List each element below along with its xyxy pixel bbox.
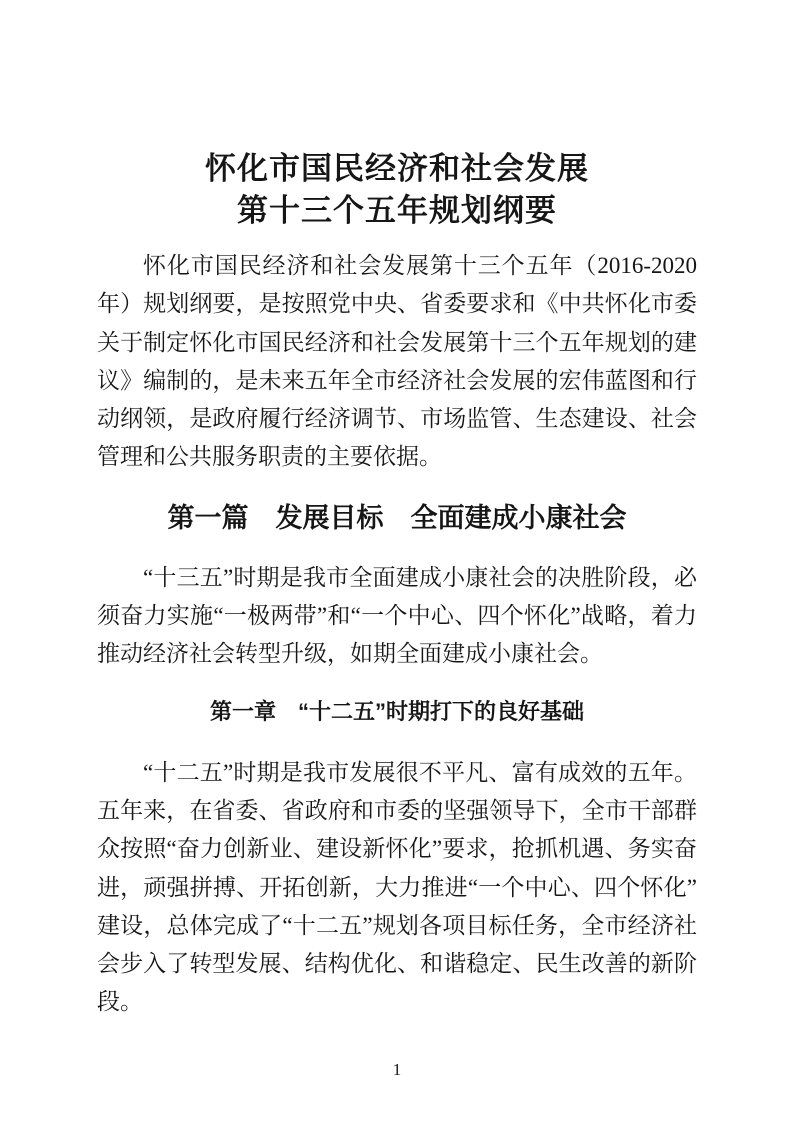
chapter-paragraph: “十二五”时期是我市发展很不平凡、富有成效的五年。五年来，在省委、省政府和市委的坚强领导下，全市干部群众按照“奋力创新业、建设新怀化”要求，抢抓机遇、务实奋进，顽强拼搏、开拓创新，大力推进“一个中心、四个怀化”建设，总体完成了“十二五”规划各项目标任务，全市经济社会步入了转型发展、结构优化、和谐稳定、民生改善的新阶段。 bbox=[97, 759, 697, 1015]
intro-paragraph: 怀化市国民经济和社会发展第十三个五年（2016-2020 年）规划纲要，是按照党中央、省委要求和《中共怀化市委关于制定怀化市国民经济和社会发展第十三个五年规划的建议》编制的，是未来五年全市经济社会发展的宏伟蓝图和行动纲领，是政府履行经济调节、市场监管、生态建设、社会管理和公共服务职责的主要依据。 bbox=[97, 253, 697, 470]
document-title-line1: 怀化市国民经济和社会发展 bbox=[205, 151, 589, 186]
chapter-heading: 第一章 “十二五”时期打下的良好基础 bbox=[209, 698, 584, 724]
part-paragraph: “十三五”时期是我市全面建成小康社会的决胜阶段，必须奋力实施“一极两带”和“一个中心、四个怀化”战略，着力推动经济社会转型升级，如期全面建成小康社会。 bbox=[97, 564, 697, 667]
part-heading: 第一篇 发展目标 全面建成小康社会 bbox=[167, 502, 627, 533]
document-title bbox=[97, 148, 697, 232]
page-number: 1 bbox=[392, 1059, 402, 1079]
document-title-line2: 第十三个五年规划纲要 bbox=[237, 193, 557, 228]
